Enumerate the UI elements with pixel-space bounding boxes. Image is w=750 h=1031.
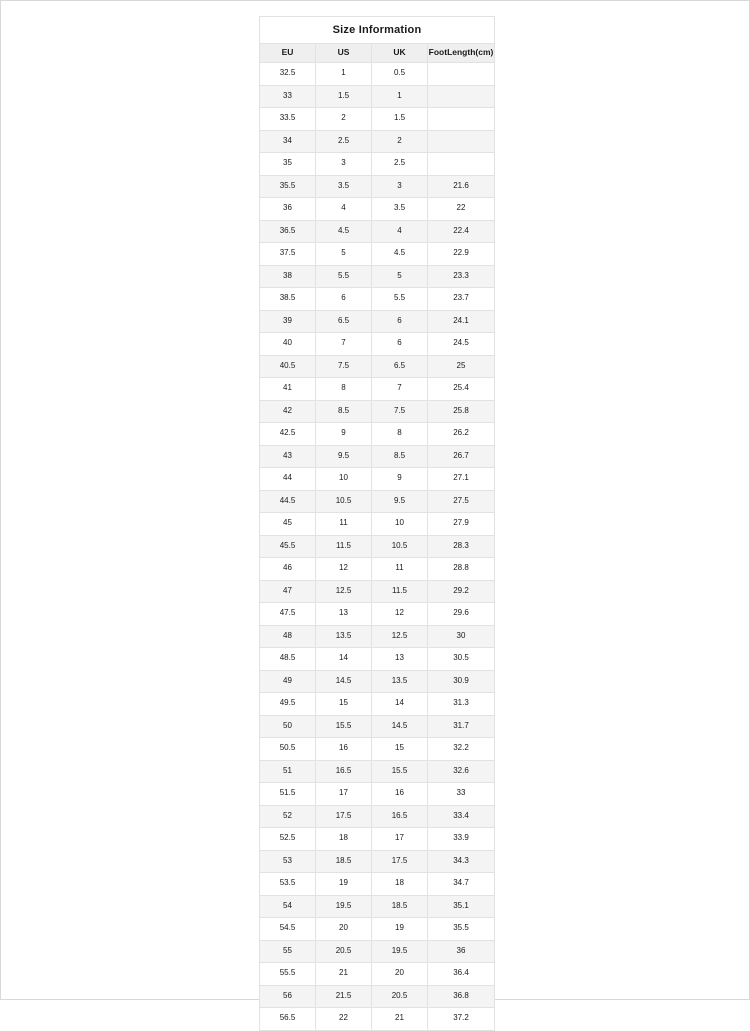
cell-us: 15.5 <box>316 715 372 738</box>
table-row <box>260 783 495 806</box>
cell-us: 15 <box>316 693 372 716</box>
cell-eu: 47 <box>260 580 316 603</box>
cell-eu: 45 <box>260 513 316 536</box>
cell-us: 16.5 <box>316 760 372 783</box>
table-row <box>260 1008 495 1031</box>
column-header-uk: UK <box>372 44 428 63</box>
cell-us: 10.5 <box>316 490 372 513</box>
cell-uk: 8.5 <box>372 445 428 468</box>
cell-us: 11.5 <box>316 535 372 558</box>
cell-eu: 50 <box>260 715 316 738</box>
table-row <box>260 895 495 918</box>
cell-eu: 47.5 <box>260 603 316 626</box>
column-header-footlength: FootLength(cm) <box>428 44 495 63</box>
table-row <box>260 558 495 581</box>
cell-us: 13 <box>316 603 372 626</box>
cell-eu: 40 <box>260 333 316 356</box>
cell-footlength: 31.3 <box>428 693 495 716</box>
cell-us: 14.5 <box>316 670 372 693</box>
cell-uk: 16 <box>372 783 428 806</box>
cell-eu: 48.5 <box>260 648 316 671</box>
cell-uk: 8 <box>372 423 428 446</box>
cell-eu: 40.5 <box>260 355 316 378</box>
cell-footlength: 36 <box>428 940 495 963</box>
cell-eu: 33 <box>260 85 316 108</box>
cell-footlength: 27.1 <box>428 468 495 491</box>
cell-us: 19.5 <box>316 895 372 918</box>
table-row <box>260 198 495 221</box>
cell-us: 17.5 <box>316 805 372 828</box>
cell-eu: 52.5 <box>260 828 316 851</box>
cell-us: 6 <box>316 288 372 311</box>
cell-footlength: 30.5 <box>428 648 495 671</box>
table-row <box>260 580 495 603</box>
cell-eu: 38.5 <box>260 288 316 311</box>
table-row <box>260 423 495 446</box>
cell-us: 4.5 <box>316 220 372 243</box>
cell-eu: 44 <box>260 468 316 491</box>
cell-eu: 56.5 <box>260 1008 316 1031</box>
cell-footlength: 31.7 <box>428 715 495 738</box>
cell-eu: 53.5 <box>260 873 316 896</box>
cell-uk: 12 <box>372 603 428 626</box>
column-header-us: US <box>316 44 372 63</box>
cell-uk: 9.5 <box>372 490 428 513</box>
table-row <box>260 985 495 1008</box>
cell-uk: 19.5 <box>372 940 428 963</box>
cell-footlength: 32.6 <box>428 760 495 783</box>
cell-eu: 51.5 <box>260 783 316 806</box>
cell-uk: 17 <box>372 828 428 851</box>
cell-eu: 38 <box>260 265 316 288</box>
cell-us: 20 <box>316 918 372 941</box>
table-row <box>260 738 495 761</box>
cell-us: 12 <box>316 558 372 581</box>
cell-footlength: 30.9 <box>428 670 495 693</box>
table-row <box>260 648 495 671</box>
cell-uk: 13 <box>372 648 428 671</box>
table-row <box>260 63 495 86</box>
cell-uk: 2 <box>372 130 428 153</box>
cell-eu: 54.5 <box>260 918 316 941</box>
cell-uk: 2.5 <box>372 153 428 176</box>
cell-eu: 52 <box>260 805 316 828</box>
cell-uk: 15 <box>372 738 428 761</box>
table-row <box>260 153 495 176</box>
cell-us: 22 <box>316 1008 372 1031</box>
table-row <box>260 693 495 716</box>
table-header <box>260 44 495 63</box>
column-header-eu: EU <box>260 44 316 63</box>
cell-footlength: 22.4 <box>428 220 495 243</box>
cell-us: 3.5 <box>316 175 372 198</box>
cell-eu: 33.5 <box>260 108 316 131</box>
cell-us: 6.5 <box>316 310 372 333</box>
size-information-table <box>259 16 495 1031</box>
cell-us: 7 <box>316 333 372 356</box>
cell-eu: 55 <box>260 940 316 963</box>
cell-us: 1.5 <box>316 85 372 108</box>
cell-footlength: 23.7 <box>428 288 495 311</box>
cell-us: 21.5 <box>316 985 372 1008</box>
cell-eu: 32.5 <box>260 63 316 86</box>
cell-uk: 5 <box>372 265 428 288</box>
cell-eu: 36 <box>260 198 316 221</box>
cell-us: 16 <box>316 738 372 761</box>
table-row <box>260 85 495 108</box>
cell-eu: 49.5 <box>260 693 316 716</box>
cell-footlength: 35.1 <box>428 895 495 918</box>
cell-uk: 7 <box>372 378 428 401</box>
cell-footlength: 21.6 <box>428 175 495 198</box>
table-row <box>260 108 495 131</box>
cell-footlength: 22 <box>428 198 495 221</box>
table-row <box>260 828 495 851</box>
table-row <box>260 243 495 266</box>
cell-uk: 4 <box>372 220 428 243</box>
cell-footlength: 36.4 <box>428 963 495 986</box>
table-header-row <box>260 44 495 63</box>
cell-eu: 35 <box>260 153 316 176</box>
cell-footlength: 29.6 <box>428 603 495 626</box>
cell-us: 3 <box>316 153 372 176</box>
cell-uk: 15.5 <box>372 760 428 783</box>
table-row <box>260 130 495 153</box>
cell-footlength <box>428 85 495 108</box>
table-row <box>260 940 495 963</box>
cell-uk: 6.5 <box>372 355 428 378</box>
cell-eu: 54 <box>260 895 316 918</box>
cell-uk: 18 <box>372 873 428 896</box>
cell-footlength <box>428 130 495 153</box>
table-row <box>260 400 495 423</box>
table-body <box>260 63 495 1031</box>
cell-footlength: 34.7 <box>428 873 495 896</box>
cell-eu: 48 <box>260 625 316 648</box>
cell-uk: 1.5 <box>372 108 428 131</box>
page-title: Size Information <box>260 17 495 44</box>
cell-footlength: 36.8 <box>428 985 495 1008</box>
cell-us: 5 <box>316 243 372 266</box>
table-row <box>260 310 495 333</box>
cell-uk: 7.5 <box>372 400 428 423</box>
table-row <box>260 490 495 513</box>
table-row <box>260 220 495 243</box>
table-row <box>260 333 495 356</box>
table-row <box>260 535 495 558</box>
cell-us: 5.5 <box>316 265 372 288</box>
table-row <box>260 468 495 491</box>
cell-footlength: 28.3 <box>428 535 495 558</box>
cell-footlength: 32.2 <box>428 738 495 761</box>
cell-footlength: 34.3 <box>428 850 495 873</box>
table-row <box>260 603 495 626</box>
table-row <box>260 355 495 378</box>
cell-uk: 14 <box>372 693 428 716</box>
cell-uk: 21 <box>372 1008 428 1031</box>
table-row <box>260 513 495 536</box>
cell-eu: 55.5 <box>260 963 316 986</box>
cell-eu: 43 <box>260 445 316 468</box>
cell-uk: 5.5 <box>372 288 428 311</box>
cell-eu: 46 <box>260 558 316 581</box>
cell-us: 4 <box>316 198 372 221</box>
cell-footlength: 24.1 <box>428 310 495 333</box>
cell-footlength: 23.3 <box>428 265 495 288</box>
cell-uk: 18.5 <box>372 895 428 918</box>
table-row <box>260 378 495 401</box>
cell-us: 20.5 <box>316 940 372 963</box>
cell-footlength: 33.9 <box>428 828 495 851</box>
cell-us: 18 <box>316 828 372 851</box>
cell-uk: 6 <box>372 310 428 333</box>
table-row <box>260 760 495 783</box>
cell-us: 19 <box>316 873 372 896</box>
cell-uk: 6 <box>372 333 428 356</box>
cell-us: 12.5 <box>316 580 372 603</box>
cell-uk: 3 <box>372 175 428 198</box>
cell-us: 10 <box>316 468 372 491</box>
cell-footlength <box>428 63 495 86</box>
cell-eu: 41 <box>260 378 316 401</box>
cell-us: 2.5 <box>316 130 372 153</box>
table-row <box>260 873 495 896</box>
table-row <box>260 918 495 941</box>
cell-us: 8 <box>316 378 372 401</box>
cell-us: 18.5 <box>316 850 372 873</box>
cell-eu: 53 <box>260 850 316 873</box>
cell-us: 2 <box>316 108 372 131</box>
cell-uk: 11 <box>372 558 428 581</box>
cell-eu: 34 <box>260 130 316 153</box>
cell-footlength: 28.8 <box>428 558 495 581</box>
cell-footlength: 25.4 <box>428 378 495 401</box>
cell-footlength: 25.8 <box>428 400 495 423</box>
table-row <box>260 850 495 873</box>
cell-footlength: 26.7 <box>428 445 495 468</box>
cell-uk: 11.5 <box>372 580 428 603</box>
table-row <box>260 670 495 693</box>
cell-us: 14 <box>316 648 372 671</box>
cell-footlength: 24.5 <box>428 333 495 356</box>
cell-footlength: 33.4 <box>428 805 495 828</box>
cell-eu: 42 <box>260 400 316 423</box>
cell-footlength: 37.2 <box>428 1008 495 1031</box>
table-row <box>260 805 495 828</box>
cell-uk: 13.5 <box>372 670 428 693</box>
cell-footlength: 30 <box>428 625 495 648</box>
cell-uk: 14.5 <box>372 715 428 738</box>
cell-us: 7.5 <box>316 355 372 378</box>
cell-uk: 17.5 <box>372 850 428 873</box>
table-row <box>260 288 495 311</box>
size-information-panel <box>259 16 494 1031</box>
cell-us: 13.5 <box>316 625 372 648</box>
cell-uk: 9 <box>372 468 428 491</box>
cell-footlength: 35.5 <box>428 918 495 941</box>
cell-us: 11 <box>316 513 372 536</box>
cell-eu: 45.5 <box>260 535 316 558</box>
cell-footlength: 29.2 <box>428 580 495 603</box>
cell-uk: 4.5 <box>372 243 428 266</box>
cell-uk: 10 <box>372 513 428 536</box>
cell-footlength: 33 <box>428 783 495 806</box>
cell-footlength: 27.5 <box>428 490 495 513</box>
table-row <box>260 175 495 198</box>
cell-eu: 49 <box>260 670 316 693</box>
cell-eu: 36.5 <box>260 220 316 243</box>
cell-eu: 35.5 <box>260 175 316 198</box>
cell-us: 1 <box>316 63 372 86</box>
cell-eu: 44.5 <box>260 490 316 513</box>
cell-uk: 20 <box>372 963 428 986</box>
cell-footlength: 22.9 <box>428 243 495 266</box>
cell-footlength <box>428 153 495 176</box>
cell-eu: 50.5 <box>260 738 316 761</box>
cell-us: 9.5 <box>316 445 372 468</box>
cell-uk: 16.5 <box>372 805 428 828</box>
cell-footlength: 27.9 <box>428 513 495 536</box>
cell-uk: 19 <box>372 918 428 941</box>
cell-us: 21 <box>316 963 372 986</box>
cell-footlength <box>428 108 495 131</box>
table-row <box>260 715 495 738</box>
table-row <box>260 625 495 648</box>
cell-footlength: 26.2 <box>428 423 495 446</box>
cell-uk: 3.5 <box>372 198 428 221</box>
table-row <box>260 445 495 468</box>
cell-us: 17 <box>316 783 372 806</box>
cell-us: 8.5 <box>316 400 372 423</box>
table-row <box>260 265 495 288</box>
cell-uk: 10.5 <box>372 535 428 558</box>
cell-eu: 42.5 <box>260 423 316 446</box>
cell-uk: 0.5 <box>372 63 428 86</box>
table-title-row <box>260 17 495 44</box>
cell-uk: 20.5 <box>372 985 428 1008</box>
table-row <box>260 963 495 986</box>
cell-uk: 12.5 <box>372 625 428 648</box>
cell-footlength: 25 <box>428 355 495 378</box>
cell-uk: 1 <box>372 85 428 108</box>
cell-eu: 56 <box>260 985 316 1008</box>
cell-eu: 51 <box>260 760 316 783</box>
cell-eu: 39 <box>260 310 316 333</box>
cell-eu: 37.5 <box>260 243 316 266</box>
cell-us: 9 <box>316 423 372 446</box>
